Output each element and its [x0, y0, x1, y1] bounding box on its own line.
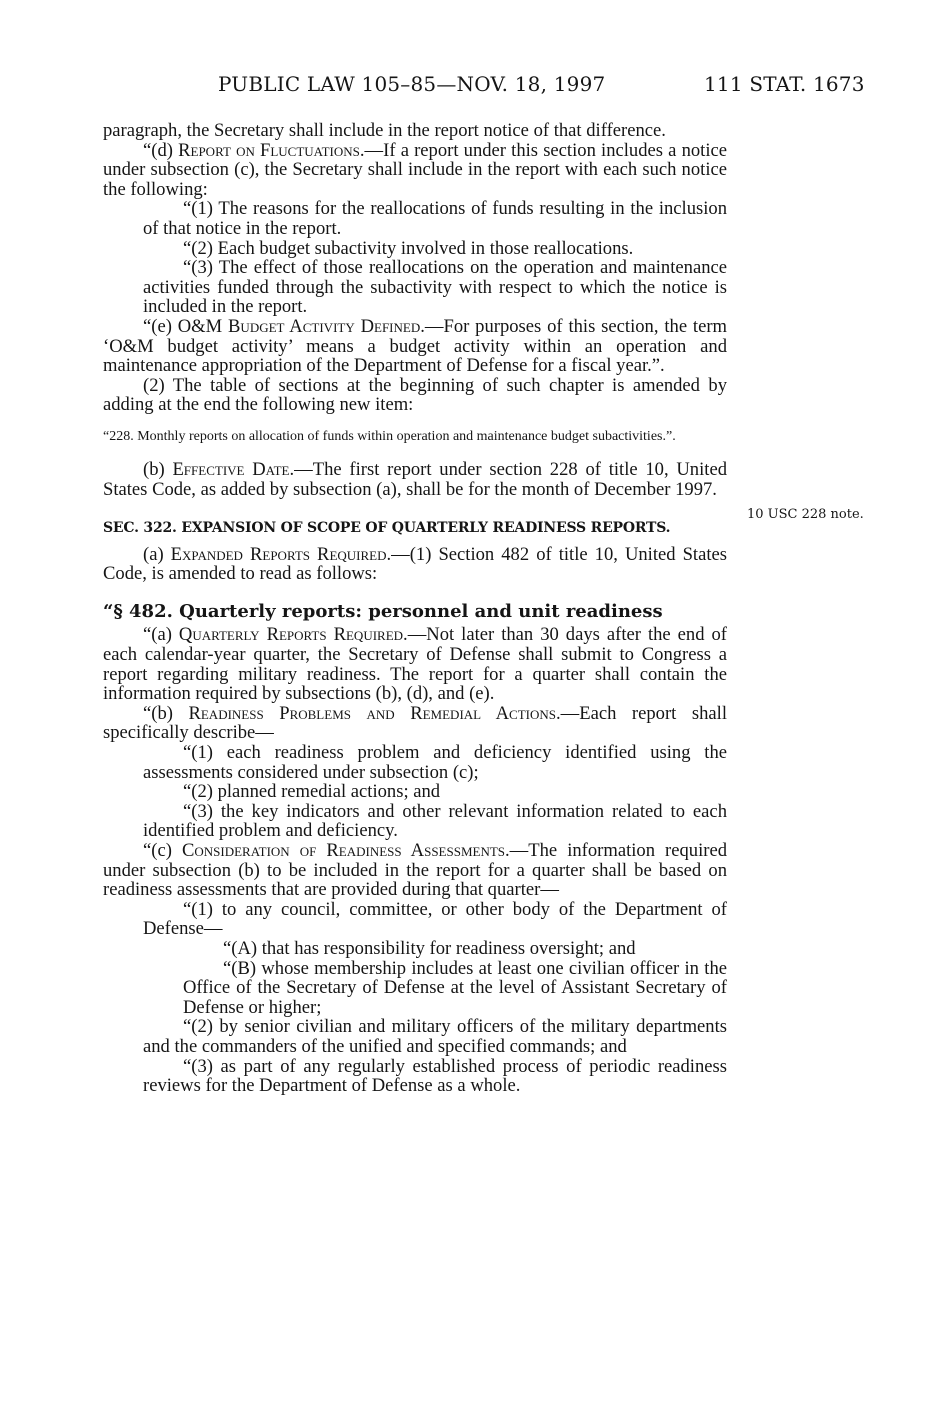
subsection-heading: Report on Fluctuations: [178, 139, 360, 161]
subsection-a-quarterly: [103, 625, 727, 703]
subparagraph-c1b: “(B) whose membership includes at least one civilian officer in the Office of the Secretary of Defense at the level of Assistant Secretary of Defense or higher;: [183, 957, 727, 1018]
subsection-a-expanded: [103, 545, 727, 584]
header-public-law: PUBLIC LAW 105–85—NOV. 18, 1997: [218, 72, 606, 96]
subsection-label: (a): [143, 543, 171, 565]
paragraph-d3: “(3) The effect of those reallocations on the operation and maintenance activities funded through the subactivity with respect to which the notice is included in the report.: [143, 257, 727, 318]
paragraph-b2: “(2) planned remedial actions; and: [183, 781, 441, 803]
paragraph-d2: “(2) Each budget subactivity involved in those reallocations.: [183, 237, 634, 259]
paragraph-2: (2) The table of sections at the beginning of such chapter is amended by adding at the end the following new item:: [103, 374, 727, 416]
subsection-label: “(b): [143, 702, 189, 724]
subsection-heading: Budget Activity Defined: [228, 315, 421, 337]
subsection-label: “(e) O&M: [143, 315, 229, 337]
subsection-label: “(c): [143, 840, 182, 861]
subsection-heading: Effective Date: [172, 458, 290, 480]
subsection-d: [103, 141, 727, 200]
subsection-c-consideration: [103, 841, 727, 900]
document-body: [103, 121, 727, 1096]
subsection-text: .—Each report shall specifically describe—: [103, 702, 727, 744]
header-stat-page: 111 STAT. 1673: [704, 72, 865, 96]
paragraph-c3: “(3) as part of any regularly established process of periodic readiness reviews for the Department of Defense as a whole.: [143, 1055, 727, 1097]
table-of-sections-item: “228. Monthly reports on allocation of funds within operation and maintenance budget subactivities.”.: [103, 428, 676, 444]
subsection-heading: Quarterly Reports Required: [178, 624, 404, 646]
paragraph-b1: “(1) each readiness problem and deficiency identified using the assessments considered under subsection (c);: [143, 742, 727, 783]
paragraph-b3: “(3) the key indicators and other relevant information related to each identified problem and deficiency.: [143, 800, 727, 842]
subsection-label: (b): [143, 458, 173, 480]
subsection-heading: Expanded Reports Required: [170, 543, 387, 565]
subsection-label: “(d): [143, 139, 179, 161]
paragraph-d1: “(1) The reasons for the reallocations of funds resulting in the inclusion of that notice in the report.: [143, 198, 727, 239]
subsection-text: .—If a report under this section includes a notice under subsection (c), the Secretary shall include in the report with each such notice the following:: [103, 139, 727, 200]
subsection-heading: Readiness Problems and Remedial Actions: [188, 702, 556, 724]
subsection-text: .—(1) Section 482 of title 10, United States Code, is amended to read as follows:: [103, 543, 727, 585]
subsection-text: .—The first report under section 228 of title 10, United States Code, as added by subsection (a), shall be for the month of December 1997.: [103, 458, 727, 500]
section-482-heading: “§ 482. Quarterly reports: personnel and unit readiness: [103, 600, 663, 622]
subsection-b-readiness: [103, 704, 727, 743]
subsection-b-effective-date: [103, 460, 727, 499]
subsection-text: .—The information required under subsection (b) to be included in the report for a quarter shall be based on readiness assessments that are provided during that quarter—: [103, 840, 727, 901]
paragraph-c2: “(2) by senior civilian and military officers of the military departments and the commanders of the unified and specified commands; and: [143, 1016, 727, 1057]
subsection-text: .—For purposes of this section, the term ‘O&M budget activity’ means a budget activity within an operation and maintenance appropriation of the Department of Defense for a fiscal year.”.: [103, 315, 727, 377]
margin-note: 10 USC 228 note.: [747, 507, 864, 522]
paragraph-c1: “(1) to any council, committee, or other body of the Department of Defense—: [143, 898, 727, 940]
section-322-heading: SEC. 322. EXPANSION OF SCOPE OF QUARTERLY READINESS REPORTS.: [103, 520, 671, 537]
subsection-text: .—Not later than 30 days after the end of each calendar-year quarter, the Secretary of Defense shall submit to Congress a report regarding military readiness. The report for a quarter shall contain the information required by subsections (b), (d), and (e).: [103, 624, 727, 705]
subsection-label: “(a): [143, 624, 179, 646]
paragraph: paragraph, the Secretary shall include in the report notice of that difference.: [103, 120, 666, 141]
subsection-e: [103, 317, 727, 376]
subparagraph-c1a: “(A) that has responsibility for readiness oversight; and: [223, 937, 636, 959]
subsection-heading: Consideration of Readiness Assessments: [181, 840, 506, 861]
